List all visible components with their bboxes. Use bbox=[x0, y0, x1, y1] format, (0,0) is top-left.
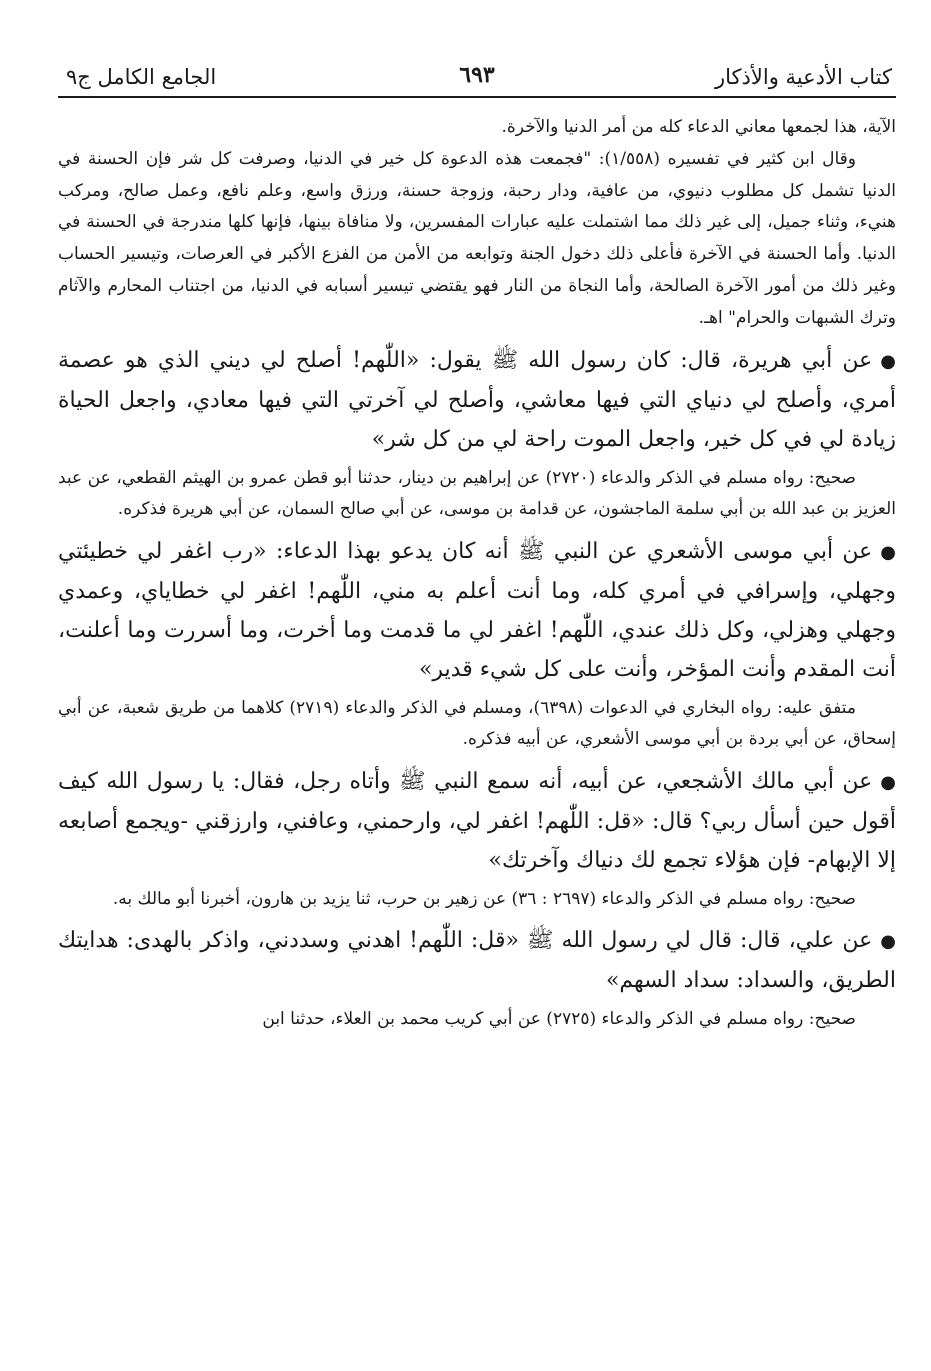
commentary-paragraph: وقال ابن كثير في تفسيره (١/٥٥٨): "فجمعت هذه الدعوة كل خير في الدنيا، وصرفت كل شر فإن الحسنة في الدنيا تشمل كل مطلوب دنيوي، من عافية، ودار رحبة، وزوجة حسنة، ورزق واسع، وعلم نافع، وعمل صالح، ومركب هنيء، وثناء جميل، إلى غير ذلك مما اشتملت عليه عبارات المفسرين، ولا منافاة بينها، فإنها كلها مندرجة في الحسنة في الدنيا. وأما الحسنة في الآخرة فأعلى ذلك دخول الجنة وتوابعه من الأمن من الفزع الأكبر في العرصات، وتيسير الحساب وغير ذلك من أمور الآخرة الصالحة، وأما النجاة من النار فهو يقتضي تيسير أسبابه في الدنيا، من اجتناب المحارم والآثام وترك الشبهات والحرام" اهـ. bbox=[58, 148, 896, 328]
bullet-icon: ● bbox=[880, 771, 896, 793]
page-header bbox=[58, 58, 896, 98]
bullet-icon: ● bbox=[880, 541, 896, 563]
takhrij-note: صحيح: رواه مسلم في الذكر والدعاء (٢٧٢٥) عن أبي كريب محمد بن العلاء، حدثنا ابن bbox=[262, 1009, 856, 1030]
book-page bbox=[58, 58, 896, 1040]
hadith-text bbox=[58, 762, 896, 880]
hadith-body: عن أبي موسى الأشعري عن النبي ﷺ أنه كان يدعو بهذا الدعاء: «رب اغفر لي خطيئتي وجهلي، وإسرافي في أمري كله، وما أنت أعلم به مني، اللّٰهم! اغفر لي خطاياي، وعمدي وجهلي وهزلي، وكل ذلك عندي، اللّٰهم! اغفر لي ما قدمت وما أخرت، وما أسررت وما أعلنت، أنت المقدم وأنت المؤخر، وأنت على كل شيء قدير» bbox=[58, 538, 896, 682]
hadith-text bbox=[58, 532, 896, 689]
page-number: ٦٩٣ bbox=[459, 62, 495, 88]
page-content bbox=[58, 98, 896, 1036]
takhrij-note: صحيح: رواه مسلم في الذكر والدعاء (٢٧٢٠) عن إبراهيم بن دينار، حدثنا أبو قطن عمرو بن الهيثم القطعي، عن عبد العزيز بن عبد الله بن أبي سلمة الماجشون، عن قدامة بن موسى، عن أبي صالح السمان، عن أبي هريرة فذكره. bbox=[58, 467, 896, 520]
takhrij-note: متفق عليه: رواه البخاري في الدعوات (٦٣٩٨)، ومسلم في الذكر والدعاء (٢٧١٩) كلاهما من طريق شعبة، عن أبي إسحاق، عن أبي بردة بن أبي موسى الأشعري، عن أبيه فذكره. bbox=[58, 697, 896, 750]
commentary-paragraph: الآية، هذا لجمعها معاني الدعاء كله من أمر الدنيا والآخرة. bbox=[501, 117, 896, 137]
hadith-text bbox=[58, 921, 896, 1000]
hadith-text bbox=[58, 341, 896, 459]
book-title: كتاب الأدعية والأذكار bbox=[715, 65, 892, 89]
takhrij-note: صحيح: رواه مسلم في الذكر والدعاء (٢٦٩٧ : ٣٦) عن زهير بن حرب، ثنا يزيد بن هارون، أخبرنا أبو مالك به. bbox=[112, 888, 856, 909]
running-title: الجامع الكامل ج٩ bbox=[66, 65, 217, 89]
bullet-icon: ● bbox=[880, 350, 896, 372]
hadith-body: عن أبي هريرة، قال: كان رسول الله ﷺ يقول: «اللّٰهم! أصلح لي ديني الذي هو عصمة أمري، وأصلح لي دنياي التي فيها معاشي، وأصلح لي آخرتي التي فيها معادي، واجعل الحياة زيادة لي في كل خير، واجعل الموت راحة لي من كل شر» bbox=[58, 347, 896, 452]
hadith-body: عن علي، قال: قال لي رسول الله ﷺ «قل: اللّٰهم! اهدني وسددني، واذكر بالهدى: هدايتك الطريق، والسداد: سداد السهم» bbox=[58, 928, 896, 994]
bullet-icon: ● bbox=[880, 931, 896, 953]
hadith-body: عن أبي مالك الأشجعي، عن أبيه، أنه سمع النبي ﷺ وأتاه رجل، فقال: يا رسول الله كيف أقول حين أسأل ربي؟ قال: «قل: اللّٰهم! اغفر لي، وارحمني، وعافني، وارزقني -ويجمع أصابعه إلا الإبهام- فإن هؤلاء تجمع لك دنياك وآخرتك» bbox=[58, 768, 896, 873]
